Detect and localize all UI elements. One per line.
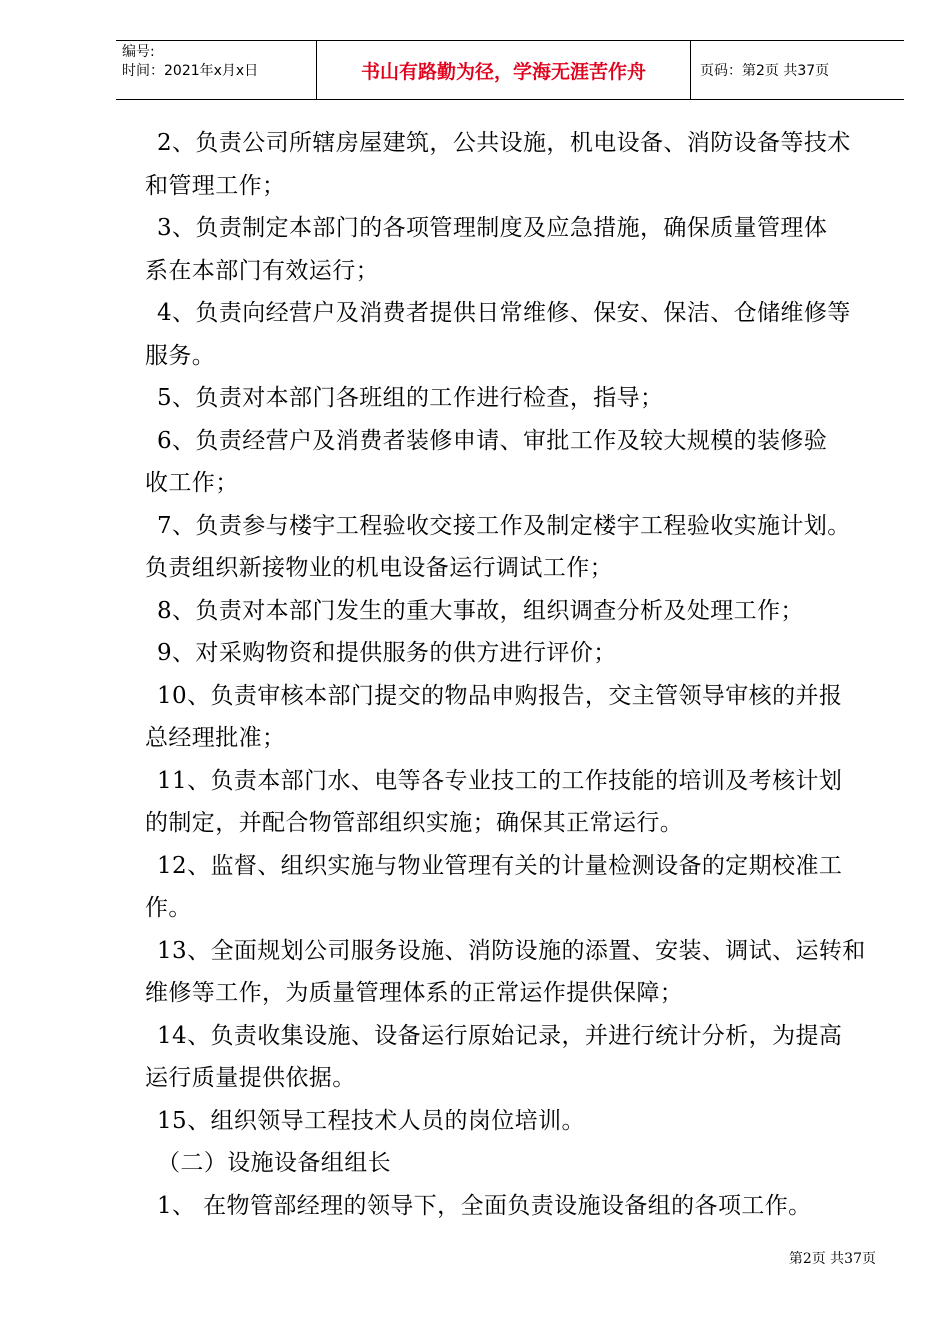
body-line: 7、负责参与楼宇工程验收交接工作及制定楼宇工程验收实施计划。 [157, 512, 851, 539]
body-line: 的制定，并配合物管部组织实施；确保其正常运行。 [145, 810, 684, 836]
body-line: 收工作； [145, 470, 239, 496]
body-line: 2、负责公司所辖房屋建筑，公共设施，机电设备、消防设备等技术 [157, 130, 851, 156]
header-divider [690, 41, 691, 99]
body-line: 负责组织新接物业的机电设备运行调试工作； [145, 555, 613, 581]
body-line: 12、监督、组织实施与物业管理有关的计量检测设备的定期校准工 [157, 852, 843, 879]
body-line: 维修等工作，为质量管理体系的正常运作提供保障； [145, 980, 684, 1006]
body-line: 9、对采购物资和提供服务的供方进行评价； [157, 640, 617, 666]
body-line: 系在本部门有效运行； [145, 257, 379, 284]
header-number-label: 编号: [122, 44, 155, 60]
body-line: 和管理工作； [145, 172, 286, 199]
body-line: 1、 在物管部经理的领导下，全面负责设施设备组的各项工作。 [157, 1192, 812, 1219]
section-heading: （二）设施设备组组长 [157, 1150, 391, 1176]
header-page-info: 页码：第2页 共37页 [700, 63, 830, 79]
body-line: 服务。 [145, 342, 216, 369]
body-line: 13、全面规划公司服务设施、消防设施的添置、安装、调试、运转和 [157, 937, 866, 964]
page-footer: 第2页 共37页 [788, 1251, 876, 1267]
body-line: 10、负责审核本部门提交的物品申购报告，交主管领导审核的并报 [157, 682, 843, 709]
document-body [145, 122, 885, 1227]
header-meta [122, 43, 258, 81]
body-line: 作。 [145, 895, 192, 921]
body-line: 3、负责制定本部门的各项管理制度及应急措施，确保质量管理体 [157, 215, 828, 241]
body-line: 总经理批准； [145, 725, 286, 751]
body-line: 8、负责对本部门发生的重大事故，组织调查分析及处理工作； [157, 597, 804, 624]
body-line: 14、负责收集设施、设备运行原始记录，并进行统计分析，为提高 [157, 1022, 843, 1049]
body-line: 11、负责本部门水、电等各专业技工的工作技能的培训及考核计划 [157, 767, 843, 794]
body-line: 6、负责经营户及消费者装修申请、审批工作及较大规模的装修验 [157, 427, 828, 454]
header-time-label: 时间：2021年x月x日 [122, 63, 259, 79]
header-motto: 书山有路勤为径，学海无涯苦作舟 [360, 60, 646, 83]
body-line: 运行质量提供依据。 [145, 1065, 356, 1091]
body-line: 4、负责向经营户及消费者提供日常维修、保安、保洁、仓储维修等 [157, 300, 851, 326]
body-line: 5、负责对本部门各班组的工作进行检查，指导； [157, 385, 664, 411]
page-header [116, 40, 904, 100]
body-line: 15、组织领导工程技术人员的岗位培训。 [157, 1107, 585, 1134]
